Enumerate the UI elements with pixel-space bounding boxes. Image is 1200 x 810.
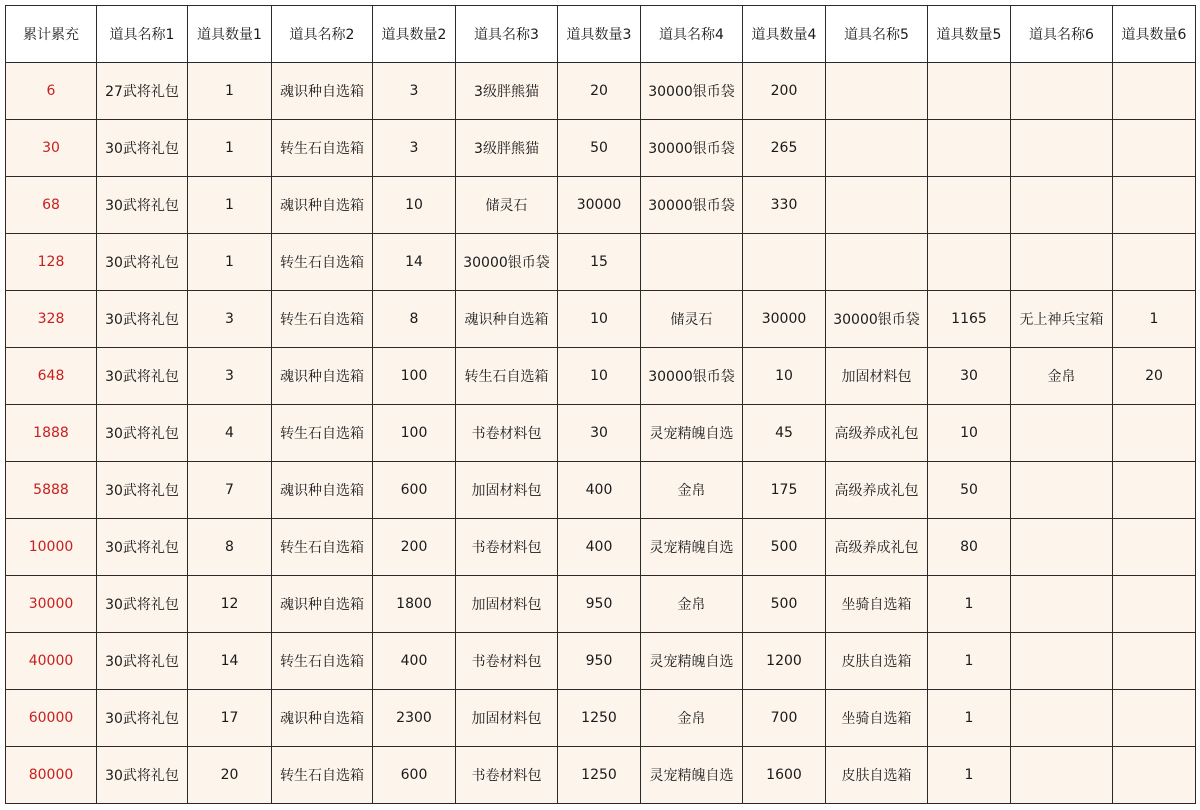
table-cell: 500	[743, 519, 826, 576]
table-cell	[1113, 576, 1196, 633]
table-cell: 加固材料包	[456, 576, 558, 633]
table-cell: 转生石自选箱	[456, 348, 558, 405]
table-cell: 1	[188, 177, 272, 234]
table-row	[6, 519, 1196, 576]
table-cell: 50	[558, 120, 641, 177]
table-cell: 330	[743, 177, 826, 234]
column-header-7: 道具数量3	[558, 6, 641, 63]
table-cell: 10	[928, 405, 1011, 462]
table-cell	[1113, 177, 1196, 234]
column-header-8: 道具名称4	[641, 6, 743, 63]
table-row	[6, 348, 1196, 405]
table-cell	[1011, 576, 1113, 633]
table-row	[6, 405, 1196, 462]
table-cell: 10	[743, 348, 826, 405]
table-body	[6, 63, 1196, 804]
table-cell: 书卷材料包	[456, 747, 558, 804]
table-row	[6, 120, 1196, 177]
table-cell: 储灵石	[641, 291, 743, 348]
table-cell: 950	[558, 576, 641, 633]
table-cell: 3级胖熊猫	[456, 120, 558, 177]
column-header-6: 道具名称3	[456, 6, 558, 63]
table-cell: 1250	[558, 747, 641, 804]
table-cell	[1113, 633, 1196, 690]
table-cell: 灵宠精魄自选	[641, 633, 743, 690]
table-cell: 400	[558, 519, 641, 576]
table-cell: 10	[558, 348, 641, 405]
table-cell: 30武将礼包	[97, 234, 188, 291]
table-cell: 14	[188, 633, 272, 690]
table-cell: 3	[373, 120, 456, 177]
table-cell	[1011, 747, 1113, 804]
table-cell	[928, 177, 1011, 234]
table-cell: 1165	[928, 291, 1011, 348]
table-cell: 1	[928, 690, 1011, 747]
table-cell: 魂识种自选箱	[272, 462, 373, 519]
table-cell: 600	[373, 462, 456, 519]
table-cell: 书卷材料包	[456, 405, 558, 462]
table-cell: 1	[188, 120, 272, 177]
column-header-2: 道具名称1	[97, 6, 188, 63]
table-cell: 转生石自选箱	[272, 747, 373, 804]
table-cell: 14	[373, 234, 456, 291]
table-cell	[1011, 120, 1113, 177]
table-cell: 转生石自选箱	[272, 291, 373, 348]
table-cell: 高级养成礼包	[826, 462, 928, 519]
table-cell	[1011, 690, 1113, 747]
table-row	[6, 234, 1196, 291]
table-row	[6, 747, 1196, 804]
table-cell: 7	[188, 462, 272, 519]
recharge-reward-table	[5, 5, 1196, 804]
table-cell: 20	[188, 747, 272, 804]
table-cell: 30武将礼包	[97, 291, 188, 348]
table-cell: 无上神兵宝箱	[1011, 291, 1113, 348]
table-row	[6, 690, 1196, 747]
table-cell: 魂识种自选箱	[272, 690, 373, 747]
table-cell: 10	[373, 177, 456, 234]
table-cell: 700	[743, 690, 826, 747]
table-cell: 30武将礼包	[97, 348, 188, 405]
recharge-amount-cell: 6	[6, 63, 97, 120]
table-cell: 书卷材料包	[456, 519, 558, 576]
table-cell	[826, 63, 928, 120]
table-cell: 15	[558, 234, 641, 291]
recharge-amount-cell: 328	[6, 291, 97, 348]
table-cell: 30武将礼包	[97, 690, 188, 747]
table-cell: 30000银币袋	[826, 291, 928, 348]
table-cell: 魂识种自选箱	[456, 291, 558, 348]
table-cell: 转生石自选箱	[272, 234, 373, 291]
header-row	[6, 6, 1196, 63]
table-cell: 魂识种自选箱	[272, 576, 373, 633]
table-cell	[1011, 177, 1113, 234]
column-header-10: 道具名称5	[826, 6, 928, 63]
table-cell: 30000银币袋	[641, 177, 743, 234]
table-cell	[641, 234, 743, 291]
table-cell	[826, 177, 928, 234]
table-cell	[1011, 462, 1113, 519]
column-header-11: 道具数量5	[928, 6, 1011, 63]
table-cell	[1113, 690, 1196, 747]
table-cell: 转生石自选箱	[272, 633, 373, 690]
recharge-amount-cell: 10000	[6, 519, 97, 576]
table-cell: 950	[558, 633, 641, 690]
recharge-amount-cell: 128	[6, 234, 97, 291]
table-row	[6, 63, 1196, 120]
table-cell: 金帛	[641, 462, 743, 519]
column-header-9: 道具数量4	[743, 6, 826, 63]
table-cell: 30000银币袋	[456, 234, 558, 291]
table-cell: 1	[928, 633, 1011, 690]
column-header-12: 道具名称6	[1011, 6, 1113, 63]
table-cell: 200	[743, 63, 826, 120]
table-cell: 600	[373, 747, 456, 804]
table-cell: 12	[188, 576, 272, 633]
column-header-5: 道具数量2	[373, 6, 456, 63]
table-cell: 魂识种自选箱	[272, 177, 373, 234]
table-cell: 100	[373, 348, 456, 405]
table-cell: 10	[558, 291, 641, 348]
table-cell: 3	[373, 63, 456, 120]
table-cell: 1200	[743, 633, 826, 690]
table-cell: 1250	[558, 690, 641, 747]
table-cell: 200	[373, 519, 456, 576]
table-cell: 金帛	[641, 576, 743, 633]
table-cell: 175	[743, 462, 826, 519]
table-cell: 高级养成礼包	[826, 519, 928, 576]
table-cell	[826, 120, 928, 177]
table-cell: 50	[928, 462, 1011, 519]
table-cell: 皮肤自选箱	[826, 633, 928, 690]
table-cell: 265	[743, 120, 826, 177]
table-cell: 20	[558, 63, 641, 120]
table-cell: 1	[188, 234, 272, 291]
table-cell: 30武将礼包	[97, 120, 188, 177]
table-cell: 3	[188, 348, 272, 405]
table-cell: 30000	[558, 177, 641, 234]
table-cell: 储灵石	[456, 177, 558, 234]
table-cell	[1113, 234, 1196, 291]
table-cell: 17	[188, 690, 272, 747]
table-cell: 80	[928, 519, 1011, 576]
table-cell	[928, 120, 1011, 177]
table-cell: 30	[558, 405, 641, 462]
table-cell: 20	[1113, 348, 1196, 405]
recharge-amount-cell: 80000	[6, 747, 97, 804]
recharge-amount-cell: 5888	[6, 462, 97, 519]
table-cell	[1113, 747, 1196, 804]
table-cell: 400	[373, 633, 456, 690]
table-cell: 加固材料包	[456, 690, 558, 747]
table-cell: 1	[1113, 291, 1196, 348]
table-cell: 4	[188, 405, 272, 462]
table-cell: 8	[188, 519, 272, 576]
recharge-amount-cell: 1888	[6, 405, 97, 462]
table-cell: 500	[743, 576, 826, 633]
recharge-amount-cell: 648	[6, 348, 97, 405]
table-cell: 1800	[373, 576, 456, 633]
table-cell	[743, 234, 826, 291]
table-cell	[1011, 405, 1113, 462]
recharge-amount-cell: 30	[6, 120, 97, 177]
table-cell	[1011, 234, 1113, 291]
table-cell: 30	[928, 348, 1011, 405]
table-cell: 加固材料包	[826, 348, 928, 405]
column-header-13: 道具数量6	[1113, 6, 1196, 63]
table-cell: 高级养成礼包	[826, 405, 928, 462]
table-cell	[1011, 633, 1113, 690]
table-cell: 30000	[743, 291, 826, 348]
table-cell: 8	[373, 291, 456, 348]
table-cell: 坐骑自选箱	[826, 690, 928, 747]
table-cell: 3	[188, 291, 272, 348]
table-cell: 30武将礼包	[97, 462, 188, 519]
table-cell	[1113, 120, 1196, 177]
table-cell: 30武将礼包	[97, 177, 188, 234]
table-cell: 灵宠精魄自选	[641, 519, 743, 576]
table-cell: 30武将礼包	[97, 633, 188, 690]
table-cell: 3级胖熊猫	[456, 63, 558, 120]
table-cell: 皮肤自选箱	[826, 747, 928, 804]
table-cell: 金帛	[641, 690, 743, 747]
table-cell	[928, 234, 1011, 291]
table-cell: 400	[558, 462, 641, 519]
recharge-amount-cell: 68	[6, 177, 97, 234]
column-header-4: 道具名称2	[272, 6, 373, 63]
table-cell: 30武将礼包	[97, 405, 188, 462]
table-cell: 30武将礼包	[97, 519, 188, 576]
table-cell: 魂识种自选箱	[272, 348, 373, 405]
table-cell: 45	[743, 405, 826, 462]
table-cell: 灵宠精魄自选	[641, 405, 743, 462]
recharge-amount-cell: 30000	[6, 576, 97, 633]
table-cell: 魂识种自选箱	[272, 63, 373, 120]
column-header-3: 道具数量1	[188, 6, 272, 63]
table-cell	[1113, 519, 1196, 576]
table-cell: 30000银币袋	[641, 120, 743, 177]
table-cell	[826, 234, 928, 291]
table-cell: 加固材料包	[456, 462, 558, 519]
table-cell: 转生石自选箱	[272, 120, 373, 177]
table-cell: 30000银币袋	[641, 348, 743, 405]
table-cell: 金帛	[1011, 348, 1113, 405]
table-row	[6, 462, 1196, 519]
table-cell	[1113, 63, 1196, 120]
table-row	[6, 633, 1196, 690]
table-cell: 30武将礼包	[97, 576, 188, 633]
table-row	[6, 576, 1196, 633]
column-header-1: 累计累充	[6, 6, 97, 63]
recharge-reward-sheet	[5, 5, 1196, 804]
table-cell: 转生石自选箱	[272, 519, 373, 576]
table-cell: 100	[373, 405, 456, 462]
recharge-amount-cell: 60000	[6, 690, 97, 747]
table-header	[6, 6, 1196, 63]
table-row	[6, 291, 1196, 348]
table-cell: 1600	[743, 747, 826, 804]
table-cell: 转生石自选箱	[272, 405, 373, 462]
table-cell: 30000银币袋	[641, 63, 743, 120]
table-cell: 30武将礼包	[97, 747, 188, 804]
table-cell: 1	[188, 63, 272, 120]
table-cell	[1011, 519, 1113, 576]
table-cell	[1011, 63, 1113, 120]
recharge-amount-cell: 40000	[6, 633, 97, 690]
table-cell: 灵宠精魄自选	[641, 747, 743, 804]
table-row	[6, 177, 1196, 234]
table-cell: 2300	[373, 690, 456, 747]
table-cell: 1	[928, 747, 1011, 804]
table-cell	[1113, 462, 1196, 519]
table-cell: 27武将礼包	[97, 63, 188, 120]
table-cell	[1113, 405, 1196, 462]
table-cell: 1	[928, 576, 1011, 633]
table-cell	[928, 63, 1011, 120]
table-cell: 坐骑自选箱	[826, 576, 928, 633]
table-cell: 书卷材料包	[456, 633, 558, 690]
